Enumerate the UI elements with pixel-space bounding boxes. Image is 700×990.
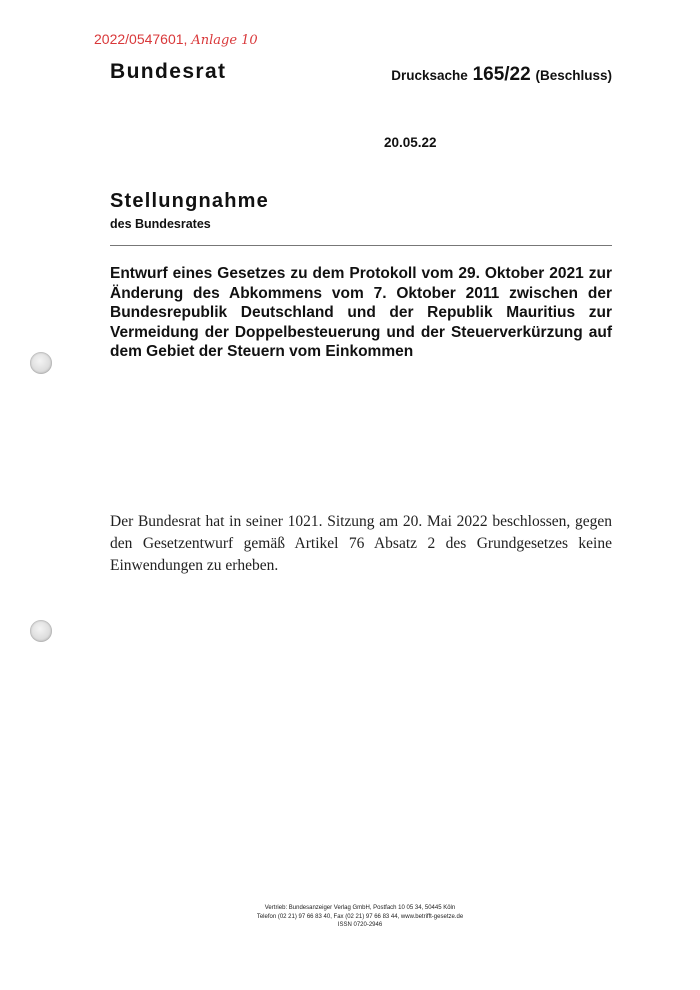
punch-hole-bottom — [30, 620, 52, 642]
filing-stamp — [94, 31, 258, 48]
stamp-separator: , — [183, 31, 188, 47]
handwritten-annotation: Anlage 10 — [191, 33, 258, 48]
stamp-reference-number: 2022/0547601 — [94, 31, 184, 47]
resolution-text: Der Bundesrat hat in seiner 1021. Sitzung am 20. Mai 2022 beschlossen, gegen den Gesetzentwurf gemäß Artikel 76 Absatz 2 des Grundgesetzes keine Einwendungen zu erheben. — [110, 513, 612, 574]
organization-name: Bundesrat — [110, 60, 227, 83]
punch-hole-top — [30, 352, 52, 374]
footer-issn-line: ISSN 0720-2946 — [337, 922, 383, 928]
footer-contact-line: Telefon (02 21) 97 66 83 40, Fax (02 21) 97 66 83 44, www.betrifft-gesetze.de — [256, 913, 464, 920]
document-date: 20.05.22 — [384, 135, 437, 150]
footer-distribution-line: Vertrieb: Bundesanzeiger Verlag GmbH, Postfach 10 05 34, 50445 Köln — [264, 905, 456, 911]
page-subtitle: des Bundesrates — [110, 217, 211, 231]
subject-heading: Entwurf eines Gesetzes zu dem Protokoll vom 29. Oktober 2021 zur Änderung des Abkommens vom 7. Oktober 2011 zwischen der Bundesrepublik Deutschland und der Republik Mauritius zur Vermeidung der Doppelbesteuerung und der Steuerverkürzung auf dem Gebiet der Steuern vom Einkommen — [110, 265, 612, 360]
document-label: Drucksache — [391, 68, 468, 83]
page-title: Stellungnahme — [110, 190, 269, 212]
divider — [110, 245, 612, 246]
document-reference — [391, 64, 612, 86]
publisher-footer — [150, 904, 570, 930]
document-type: (Beschluss) — [535, 68, 612, 83]
document-number: 165/22 — [472, 64, 531, 85]
